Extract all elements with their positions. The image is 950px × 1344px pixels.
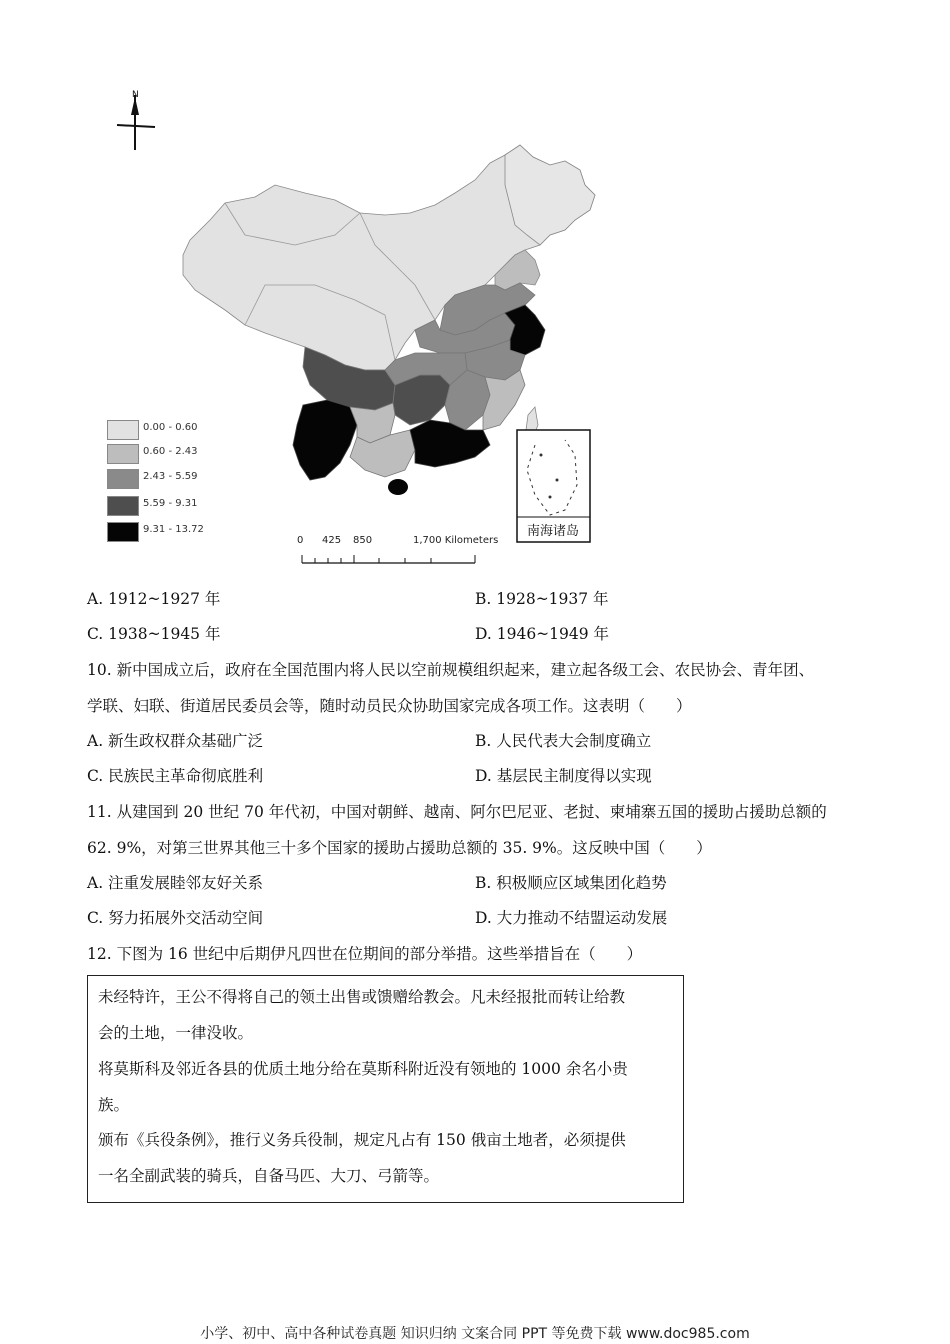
- q11-option-d[interactable]: D. 大力推动不结盟运动发展: [475, 909, 668, 927]
- q11-option-b[interactable]: B. 积极顺应区域集团化趋势: [475, 874, 667, 892]
- q11-stem-line2: 62. 9%，对第三世界其他三十多个国家的援助占援助总额的 35. 9%。这反映中国（ ）: [87, 839, 712, 857]
- q12-box-line: 会的土地，一律没收。: [98, 1024, 254, 1042]
- q12-box-line: 未经特许，王公不得将自己的领土出售或馈赠给教会。凡未经报批而转让给教: [98, 988, 626, 1006]
- legend-swatch: [107, 496, 139, 516]
- q12-box-line: 一名全副武装的骑兵，自备马匹、大刀、弓箭等。: [98, 1167, 440, 1185]
- q9-option-d[interactable]: D. 1946~1949 年: [475, 625, 610, 643]
- legend-swatch: [107, 444, 139, 464]
- legend-swatch: [107, 469, 139, 489]
- north-label: N: [132, 90, 139, 100]
- scale-label: 425: [322, 535, 342, 546]
- q10-option-d[interactable]: D. 基层民主制度得以实现: [475, 767, 652, 785]
- q10-stem-line2: 学联、妇联、街道居民委员会等，随时动员民众协助国家完成各项工作。这表明（ ）: [87, 697, 692, 715]
- q10-option-c[interactable]: C. 民族民主革命彻底胜利: [87, 767, 264, 785]
- q9-option-a[interactable]: A. 1912~1927 年: [87, 590, 221, 608]
- legend-label: 5.59 - 9.31: [143, 498, 198, 509]
- legend-label: 0.00 - 0.60: [143, 422, 198, 433]
- footer-ad-text: 小学、初中、高中各种试卷真题 知识归纳 文案合同 PPT 等免费下载 www.doc985.com: [200, 1326, 750, 1342]
- north-arrow-icon: [117, 95, 155, 150]
- inset-label: 南海诸岛: [526, 524, 580, 539]
- legend-label: 9.31 - 13.72: [143, 524, 204, 535]
- legend-label: 2.43 - 5.59: [143, 471, 198, 482]
- q9-option-b[interactable]: B. 1928~1937 年: [475, 590, 609, 608]
- q11-stem-line1: 11. 从建国到 20 世纪 70 年代初，中国对朝鲜、越南、阿尔巴尼亚、老挝、柬埔寨五国的援助占援助总额的: [87, 803, 827, 821]
- q12-material-box: [87, 975, 684, 1203]
- q12-box-line: 将莫斯科及邻近各县的优质土地分给在莫斯科附近没有领地的 1000 余名小贵: [98, 1060, 628, 1078]
- q10-option-b[interactable]: B. 人民代表大会制度确立: [475, 732, 652, 750]
- q11-option-a[interactable]: A. 注重发展睦邻友好关系: [87, 874, 264, 892]
- legend-swatch: [107, 522, 139, 542]
- scale-label: 1,700 Kilometers: [413, 535, 499, 546]
- q10-stem-line1: 10. 新中国成立后，政府在全国范围内将人民以空前规模组织起来，建立起各级工会、农民协会、青年团、: [87, 661, 815, 679]
- scale-bar: [302, 555, 475, 563]
- legend-swatch: [107, 420, 139, 440]
- q12-stem: 12. 下图为 16 世纪中后期伊凡四世在位期间的部分举措。这些举措旨在（ ）: [87, 945, 643, 963]
- q9-option-c[interactable]: C. 1938~1945 年: [87, 625, 221, 643]
- china-choropleth-map: [95, 85, 615, 570]
- q12-box-line: 颁布《兵役条例》，推行义务兵役制，规定凡占有 150 俄亩土地者，必须提供: [98, 1131, 626, 1149]
- q10-option-a[interactable]: A. 新生政权群众基础广泛: [87, 732, 264, 750]
- scale-label: 0: [297, 535, 304, 546]
- legend-label: 0.60 - 2.43: [143, 446, 198, 457]
- scale-label: 850: [353, 535, 373, 546]
- q11-option-c[interactable]: C. 努力拓展外交活动空间: [87, 909, 264, 927]
- q12-box-line: 族。: [98, 1096, 130, 1114]
